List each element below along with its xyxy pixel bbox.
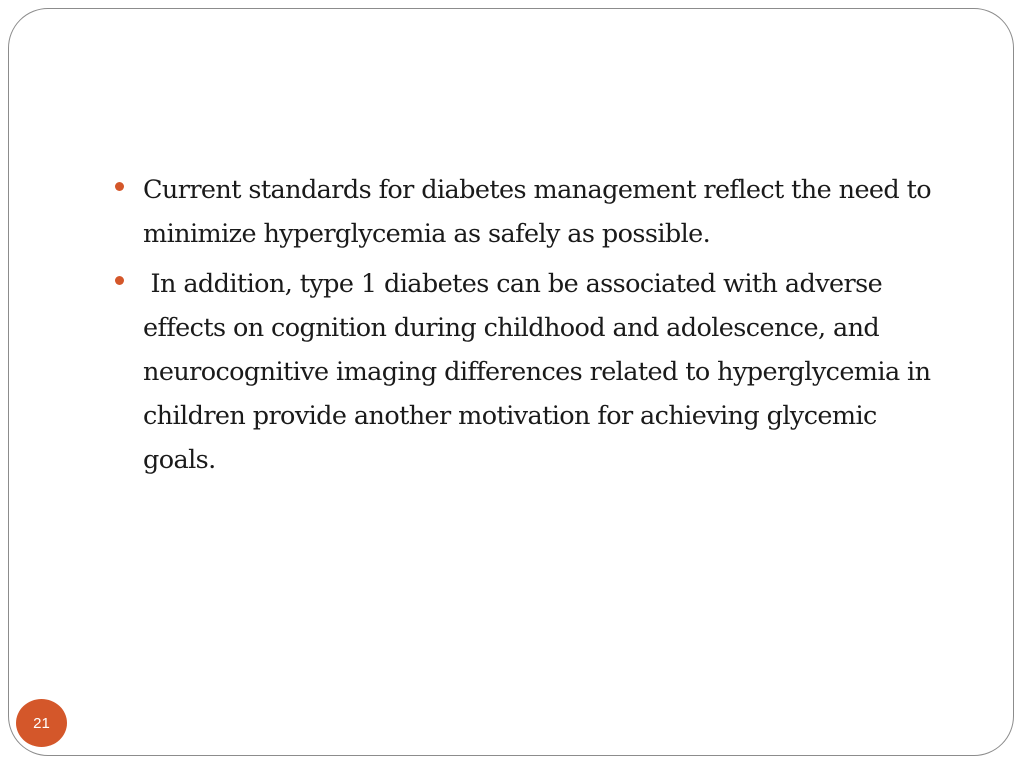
page-number-badge xyxy=(16,699,67,747)
bullet-item-1 xyxy=(115,168,939,256)
slide-content xyxy=(115,168,939,488)
bullet-list xyxy=(115,168,939,482)
bullet-text: In addition, type 1 diabetes can be associated with adverse effects on cognition during childhood and adolescence, and neurocognitive imaging differences related to hyperglycemia in children provide another motivation for achieving glycemic goals. xyxy=(143,269,938,475)
page-number: 21 xyxy=(33,714,50,732)
bullet-dot-icon xyxy=(115,182,124,191)
bullet-dot-icon xyxy=(115,276,124,285)
bullet-item-2 xyxy=(115,262,938,482)
bullet-text: Current standards for diabetes management reflect the need to minimize hyperglycemia as safely as possible. xyxy=(143,175,939,249)
